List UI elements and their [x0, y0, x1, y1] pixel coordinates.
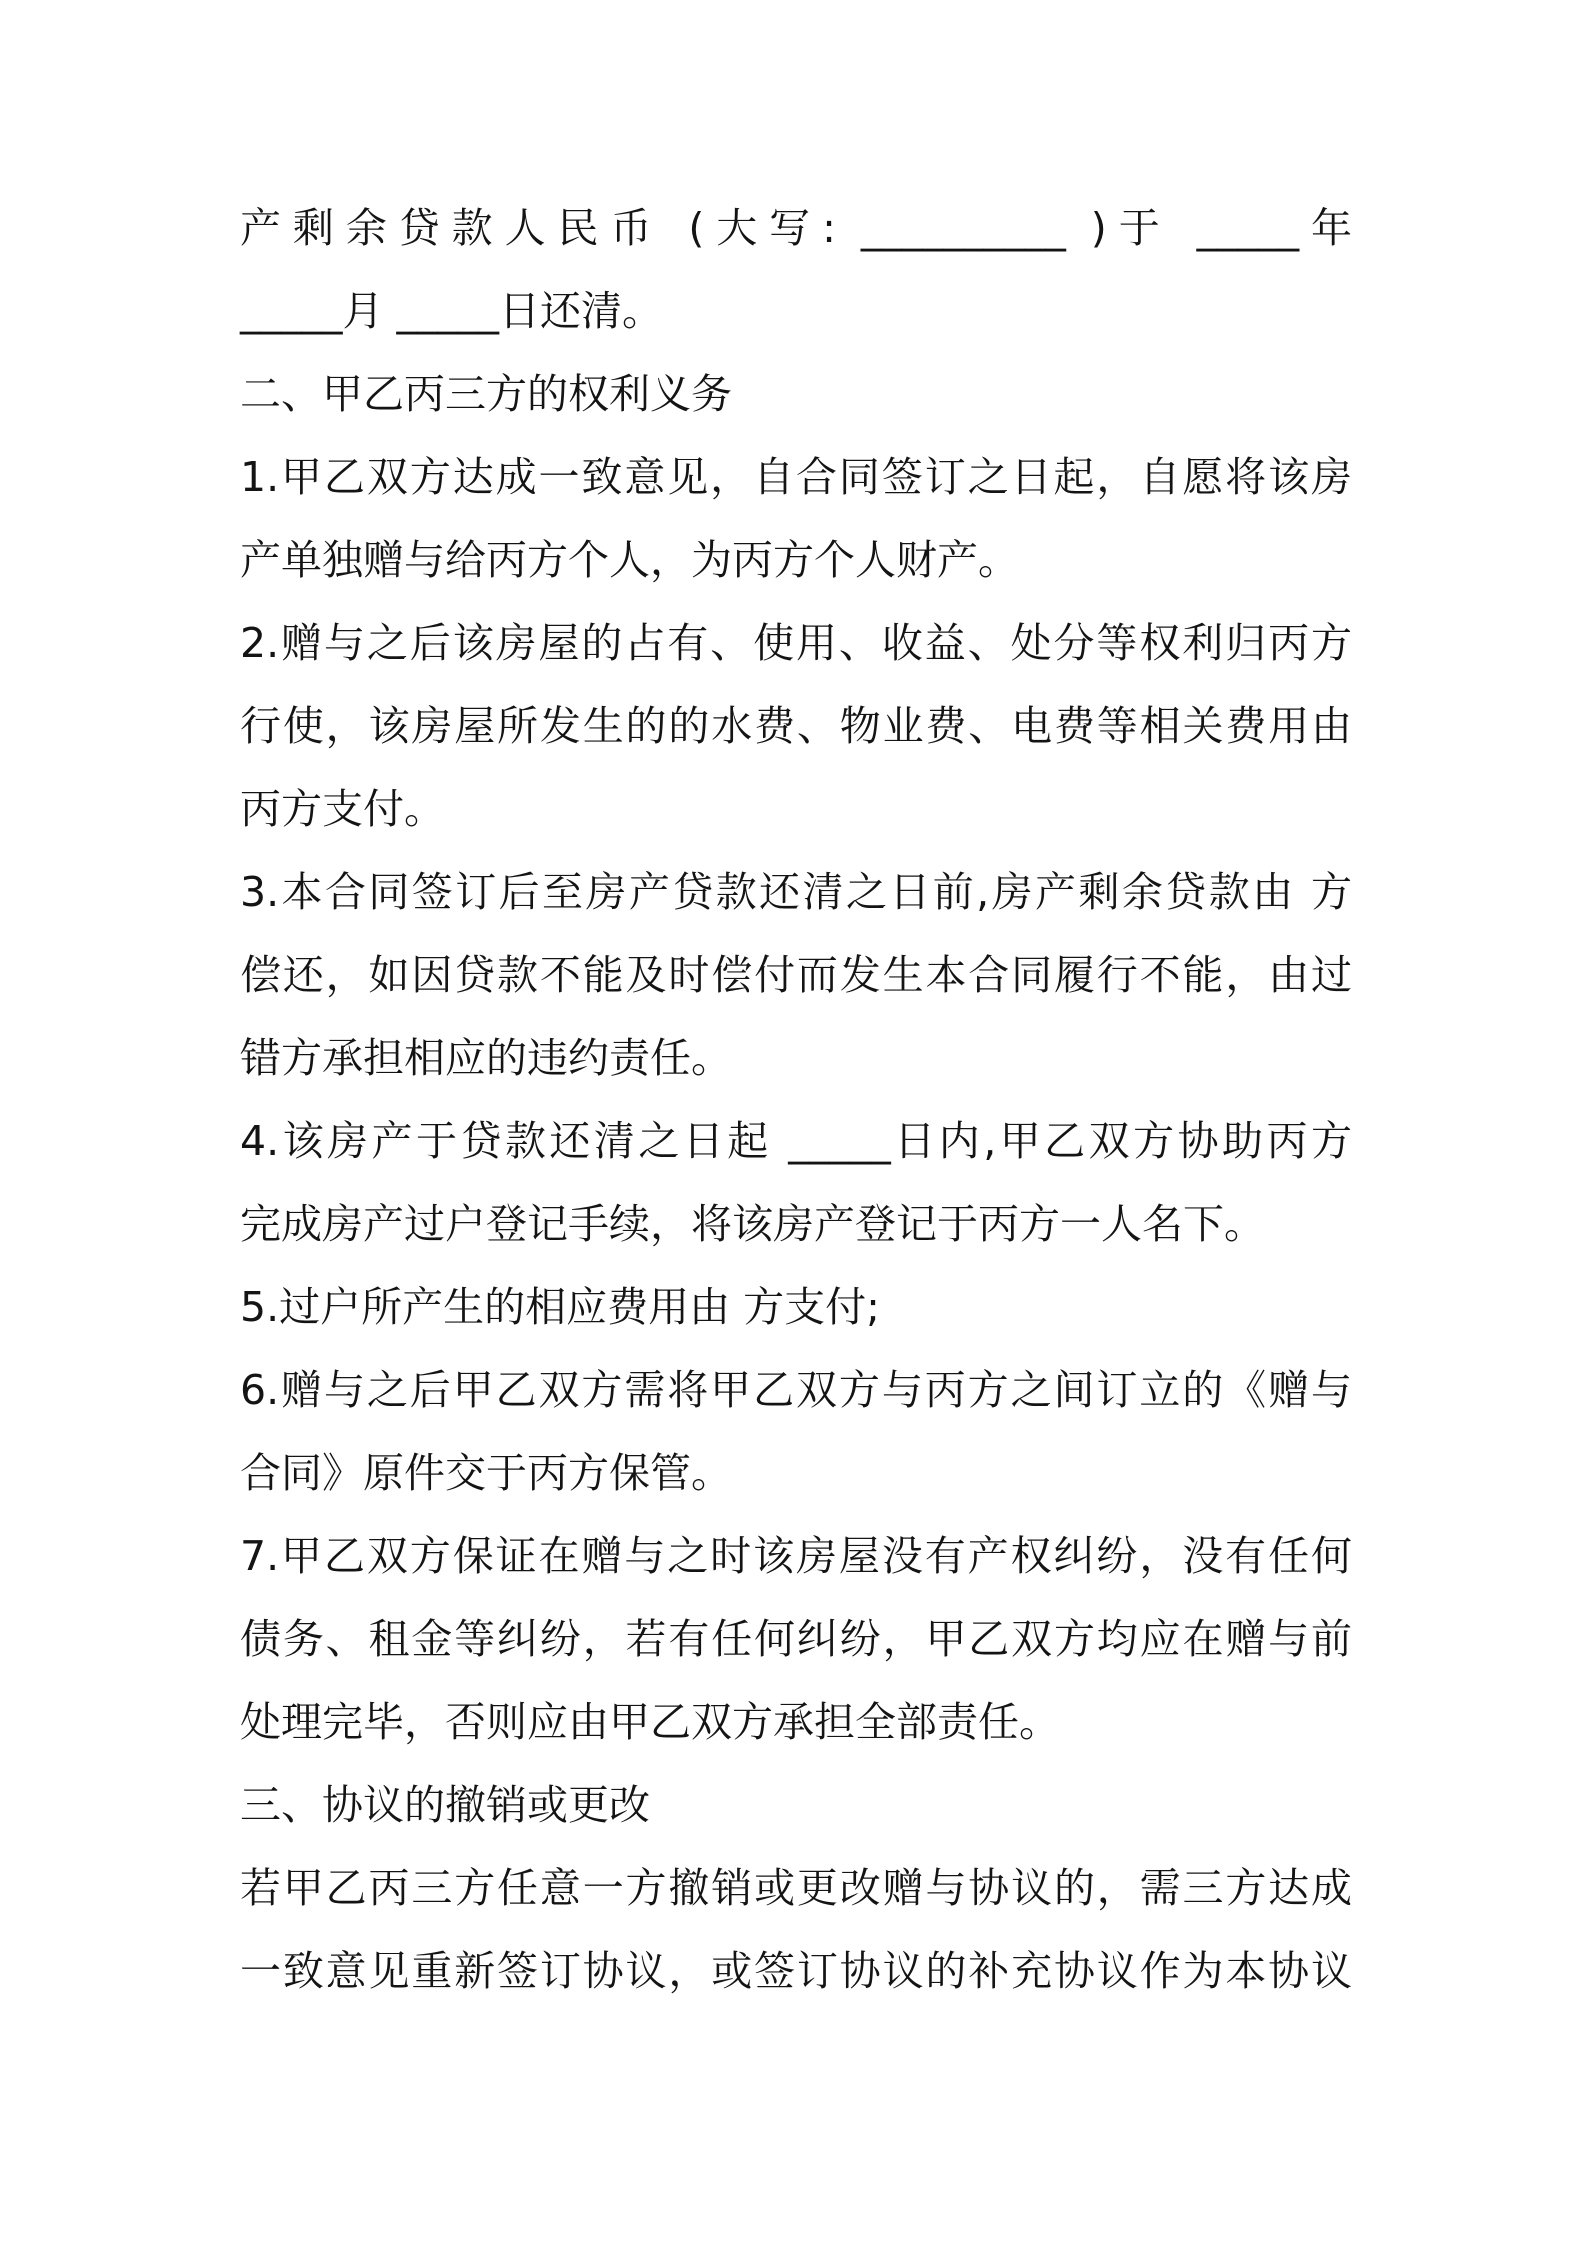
text-line: 4.该房产于贷款还清之日起 _____日内,甲乙双方协助丙方: [240, 1117, 1352, 1165]
text-line: 处理完毕，否则应由甲乙双方承担全部责任。: [240, 1698, 1060, 1746]
text-line: 合同》原件交于丙方保管。: [240, 1449, 732, 1497]
text-line: 产剩余贷款人民币 (大写: __________ )于 _____年: [240, 204, 1352, 252]
section-heading: 三、协议的撤销或更改: [240, 1781, 650, 1829]
text-line: 7.甲乙双方保证在赠与之时该房屋没有产权纠纷，没有任何: [240, 1532, 1352, 1580]
text-line: 产单独赠与给丙方个人，为丙方个人财产。: [240, 536, 1019, 584]
text-line: 一致意见重新签订协议，或签订协议的补充协议作为本协议: [240, 1947, 1352, 1995]
text-line: 3.本合同签订后至房产贷款还清之日前,房产剩余贷款由 方: [240, 868, 1352, 916]
text-line: 行使，该房屋所发生的的水费、物业费、电费等相关费用由: [240, 702, 1352, 750]
text-line: 完成房产过户登记手续，将该房产登记于丙方一人名下。: [240, 1200, 1265, 1248]
text-line: _____月 _____日还清。: [240, 287, 664, 335]
text-line: 债务、租金等纠纷，若有任何纠纷，甲乙双方均应在赠与前: [240, 1615, 1352, 1663]
text-line: 5.过户所产生的相应费用由 方支付;: [240, 1283, 880, 1331]
text-line: 2.赠与之后该房屋的占有、使用、收益、处分等权利归丙方: [240, 619, 1352, 667]
text-line: 若甲乙丙三方任意一方撤销或更改赠与协议的，需三方达成: [240, 1864, 1352, 1912]
text-line: 错方承担相应的违约责任。: [240, 1034, 732, 1082]
text-line: 6.赠与之后甲乙双方需将甲乙双方与丙方之间订立的《赠与: [240, 1366, 1352, 1414]
section-heading: 二、甲乙丙三方的权利义务: [240, 370, 732, 418]
text-line: 偿还，如因贷款不能及时偿付而发生本合同履行不能，由过: [240, 951, 1352, 999]
text-line: 丙方支付。: [240, 785, 445, 833]
text-line: 1.甲乙双方达成一致意见，自合同签订之日起，自愿将该房: [240, 453, 1352, 501]
